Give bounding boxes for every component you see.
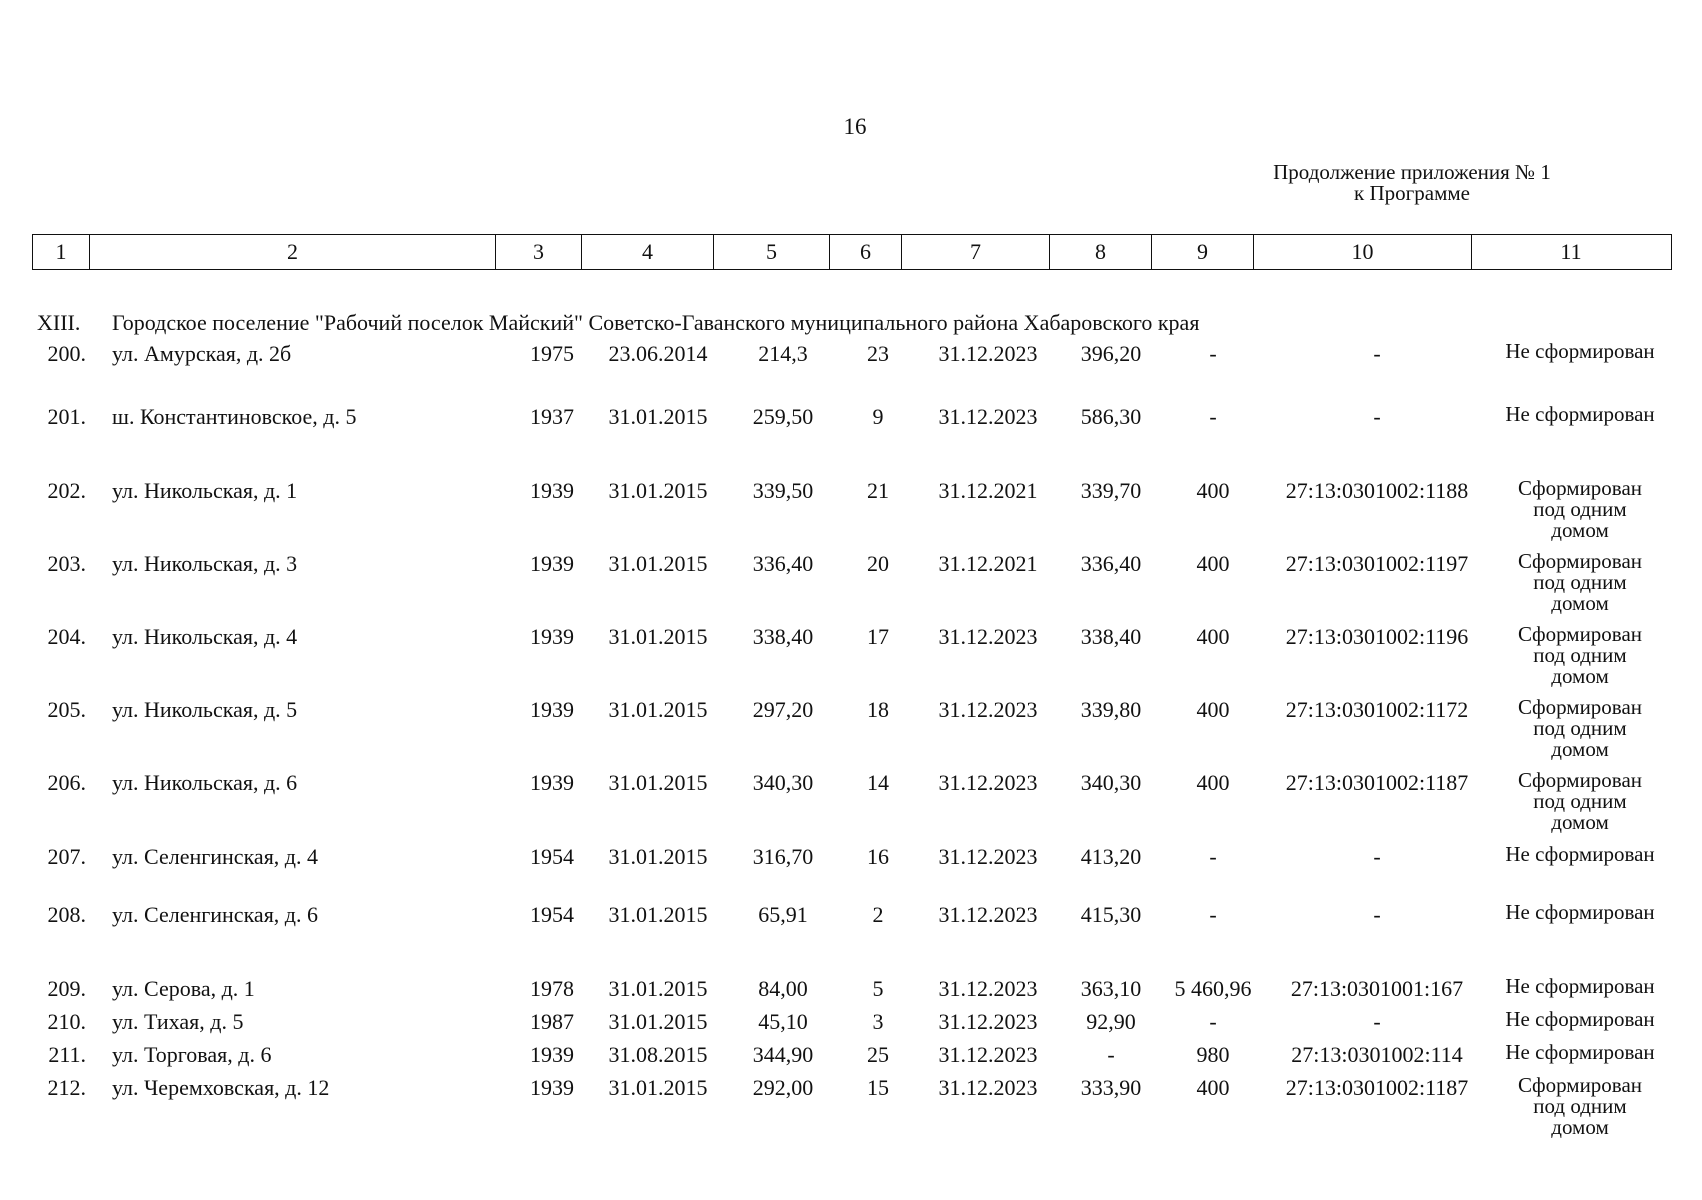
residents-count-cell: 5 [872,976,884,1001]
residents-count-cell: 9 [872,404,884,429]
recognition-date-cell: 31.01.2015 [608,697,708,722]
recognition-date-cell: 31.01.2015 [608,844,708,869]
status-line: Сформирован [1517,695,1643,719]
status-line: под одним [1533,789,1627,813]
column-header-7: 7 [901,235,1049,269]
table-row [0,842,1702,869]
table-row [0,974,1702,1001]
residents-count-cell: 25 [867,1042,889,1067]
recognition-date-cell: 31.01.2015 [608,976,708,1001]
row-number-cell: 200. [47,341,86,366]
residents-count-cell: 3 [872,1009,884,1034]
status-line: домом [1551,518,1609,542]
total-area-cell: 316,70 [752,844,814,869]
page-number: 16 [843,114,867,139]
living-area-cell: 339,80 [1080,697,1142,722]
planned-date-cell: 31.12.2023 [938,1042,1038,1067]
column-header-3: 3 [495,235,581,269]
row-number-cell: 205. [47,697,86,722]
living-area-cell: 415,30 [1080,902,1142,927]
cadastral-number-cell: - [1373,341,1381,366]
status-cell [1488,1042,1672,1063]
column-header-4: 4 [581,235,713,269]
planned-date-cell: 31.12.2023 [938,1075,1038,1100]
total-area-cell: 292,00 [752,1075,814,1100]
living-area-cell: 340,30 [1080,770,1142,795]
status-line: под одним [1533,1094,1627,1118]
table-row [0,768,1702,834]
cadastral-number-cell: 27:13:0301002:1187 [1285,1075,1469,1100]
status-line: под одним [1533,570,1627,594]
row-number-cell: 211. [48,1042,86,1067]
total-area-cell: 297,20 [752,697,814,722]
year-built-cell: 1937 [530,404,574,429]
living-area-cell: 92,90 [1086,1009,1136,1034]
status-line: Не сформирован [1505,1040,1655,1064]
status-line: домом [1551,737,1609,761]
column-header-11: 11 [1471,235,1670,269]
land-area-cell: - [1209,844,1217,869]
address-cell: ул. Никольская, д. 1 [112,478,298,503]
planned-date-cell: 31.12.2021 [938,478,1038,503]
status-cell [1488,902,1672,923]
status-line: Не сформирован [1505,974,1655,998]
planned-date-cell: 31.12.2023 [938,1009,1038,1034]
total-area-cell: 214,3 [758,341,808,366]
status-cell [1488,1075,1672,1138]
planned-date-cell: 31.12.2023 [938,341,1038,366]
column-header-2: 2 [89,235,495,269]
table-row [0,1007,1702,1034]
address-cell: ул. Тихая, д. 5 [112,1009,244,1034]
residents-count-cell: 23 [867,341,889,366]
status-cell [1488,770,1672,833]
total-area-cell: 65,91 [758,902,808,927]
living-area-cell: 396,20 [1080,341,1142,366]
section-number: XIII. [37,310,81,335]
status-line: Сформирован [1517,768,1643,792]
living-area-cell: 339,70 [1080,478,1142,503]
living-area-cell: 586,30 [1080,404,1142,429]
total-area-cell: 259,50 [752,404,814,429]
cadastral-number-cell: 27:13:0301002:1172 [1285,697,1469,722]
appendix-note-line2: к Программе [1354,181,1470,205]
year-built-cell: 1975 [530,341,574,366]
status-cell [1488,976,1672,997]
row-number-cell: 202. [47,478,86,503]
living-area-cell: - [1107,1042,1115,1067]
recognition-date-cell: 31.08.2015 [608,1042,708,1067]
row-number-cell: 209. [47,976,86,1001]
appendix-note [1232,162,1592,204]
land-area-cell: 400 [1196,478,1230,503]
year-built-cell: 1954 [530,844,574,869]
status-line: домом [1551,1115,1609,1139]
row-number-cell: 204. [47,624,86,649]
section-title: Городское поселение "Рабочий поселок Майский" Советско-Гаванского муниципального района Хабаровского края [112,310,1200,335]
row-number-cell: 212. [47,1075,86,1100]
table-row [0,695,1702,761]
recognition-date-cell: 31.01.2015 [608,551,708,576]
total-area-cell: 336,40 [752,551,814,576]
land-area-cell: 400 [1196,551,1230,576]
address-cell: ул. Никольская, д. 5 [112,697,298,722]
status-line: Сформирован [1517,1073,1643,1097]
land-area-cell: 400 [1196,697,1230,722]
recognition-date-cell: 31.01.2015 [608,478,708,503]
address-cell: ул. Никольская, д. 3 [112,551,298,576]
table-row [0,339,1702,366]
land-area-cell: 400 [1196,624,1230,649]
cadastral-number-cell: - [1373,1009,1381,1034]
total-area-cell: 84,00 [758,976,808,1001]
recognition-date-cell: 31.01.2015 [608,404,708,429]
status-line: Сформирован [1517,476,1643,500]
row-number-cell: 203. [47,551,86,576]
year-built-cell: 1939 [530,624,574,649]
planned-date-cell: 31.12.2023 [938,697,1038,722]
planned-date-cell: 31.12.2023 [938,902,1038,927]
living-area-cell: 338,40 [1080,624,1142,649]
cadastral-number-cell: - [1373,404,1381,429]
land-area-cell: - [1209,404,1217,429]
address-cell: ул. Селенгинская, д. 4 [112,844,319,869]
cadastral-number-cell: 27:13:0301002:1187 [1285,770,1469,795]
status-line: Сформирован [1517,549,1643,573]
status-line: Не сформирован [1505,1007,1655,1031]
land-area-cell: - [1209,902,1217,927]
cadastral-number-cell: 27:13:0301002:1196 [1285,624,1469,649]
recognition-date-cell: 31.01.2015 [608,770,708,795]
table-row [0,622,1702,688]
year-built-cell: 1939 [530,1042,574,1067]
status-cell [1488,404,1672,425]
cadastral-number-cell: 27:13:0301002:114 [1291,1042,1463,1067]
land-area-cell: - [1209,341,1217,366]
address-cell: ул. Никольская, д. 4 [112,624,298,649]
status-cell [1488,844,1672,865]
land-area-cell: 980 [1196,1042,1230,1067]
year-built-cell: 1978 [530,976,574,1001]
table-row [0,900,1702,927]
year-built-cell: 1939 [530,478,574,503]
total-area-cell: 339,50 [752,478,814,503]
residents-count-cell: 14 [867,770,889,795]
table-row [0,1040,1702,1067]
land-area-cell: 400 [1196,1075,1230,1100]
status-line: под одним [1533,497,1627,521]
planned-date-cell: 31.12.2023 [938,844,1038,869]
planned-date-cell: 31.12.2023 [938,976,1038,1001]
planned-date-cell: 31.12.2023 [938,770,1038,795]
row-number-cell: 206. [47,770,86,795]
planned-date-cell: 31.12.2023 [938,404,1038,429]
total-area-cell: 45,10 [758,1009,808,1034]
column-header-1: 1 [55,239,67,264]
residents-count-cell: 2 [872,902,884,927]
status-line: Сформирован [1517,622,1643,646]
column-header-10: 10 [1253,235,1471,269]
address-cell: ул. Никольская, д. 6 [112,770,298,795]
status-cell [1488,341,1672,362]
total-area-cell: 340,30 [752,770,814,795]
year-built-cell: 1987 [530,1009,574,1034]
address-cell: ул. Амурская, д. 2б [112,341,292,366]
residents-count-cell: 20 [867,551,889,576]
status-line: под одним [1533,643,1627,667]
total-area-cell: 344,90 [752,1042,814,1067]
address-cell: ул. Серова, д. 1 [112,976,255,1001]
table-row [0,402,1702,429]
land-area-cell: 5 460,96 [1174,976,1252,1001]
year-built-cell: 1939 [530,770,574,795]
residents-count-cell: 16 [867,844,889,869]
status-line: домом [1551,591,1609,615]
year-built-cell: 1939 [530,551,574,576]
status-line: под одним [1533,716,1627,740]
column-header-5: 5 [713,235,829,269]
land-area-cell: 400 [1196,770,1230,795]
status-cell [1488,1009,1672,1030]
status-line: домом [1551,810,1609,834]
year-built-cell: 1939 [530,1075,574,1100]
planned-date-cell: 31.12.2023 [938,624,1038,649]
living-area-cell: 413,20 [1080,844,1142,869]
recognition-date-cell: 31.01.2015 [608,902,708,927]
row-number-cell: 201. [47,404,86,429]
status-line: Не сформирован [1505,900,1655,924]
year-built-cell: 1939 [530,697,574,722]
row-number-cell: 208. [47,902,86,927]
cadastral-number-cell: - [1373,902,1381,927]
cadastral-number-cell: 27:13:0301001:167 [1290,976,1464,1001]
column-header-8: 8 [1049,235,1151,269]
recognition-date-cell: 31.01.2015 [608,624,708,649]
land-area-cell: - [1209,1009,1217,1034]
living-area-cell: 363,10 [1080,976,1142,1001]
status-cell [1488,551,1672,614]
row-number-cell: 210. [47,1009,86,1034]
status-line: Не сформирован [1505,402,1655,426]
cadastral-number-cell: - [1373,844,1381,869]
appendix-note-line1: Продолжение приложения № 1 [1273,160,1551,184]
living-area-cell: 333,90 [1080,1075,1142,1100]
residents-count-cell: 18 [867,697,889,722]
living-area-cell: 336,40 [1080,551,1142,576]
recognition-date-cell: 31.01.2015 [608,1075,708,1100]
recognition-date-cell: 31.01.2015 [608,1009,708,1034]
address-cell: ул. Селенгинская, д. 6 [112,902,319,927]
status-line: Не сформирован [1505,339,1655,363]
address-cell: ул. Черемховская, д. 12 [112,1075,330,1100]
table-row [0,1073,1702,1139]
column-header-6: 6 [829,235,901,269]
total-area-cell: 338,40 [752,624,814,649]
planned-date-cell: 31.12.2021 [938,551,1038,576]
address-cell: ш. Константиновское, д. 5 [112,404,357,429]
address-cell: ул. Торговая, д. 6 [112,1042,272,1067]
status-line: домом [1551,664,1609,688]
column-number-header [32,234,1672,270]
status-cell [1488,478,1672,541]
residents-count-cell: 15 [867,1075,889,1100]
status-cell [1488,624,1672,687]
cadastral-number-cell: 27:13:0301002:1197 [1285,551,1469,576]
row-number-cell: 207. [47,844,86,869]
table-row [0,549,1702,615]
table-row [0,476,1702,542]
year-built-cell: 1954 [530,902,574,927]
column-header-9: 9 [1151,235,1253,269]
status-line: Не сформирован [1505,842,1655,866]
recognition-date-cell: 23.06.2014 [608,341,708,366]
cadastral-number-cell: 27:13:0301002:1188 [1285,478,1469,503]
status-cell [1488,697,1672,760]
residents-count-cell: 21 [867,478,889,503]
residents-count-cell: 17 [867,624,889,649]
